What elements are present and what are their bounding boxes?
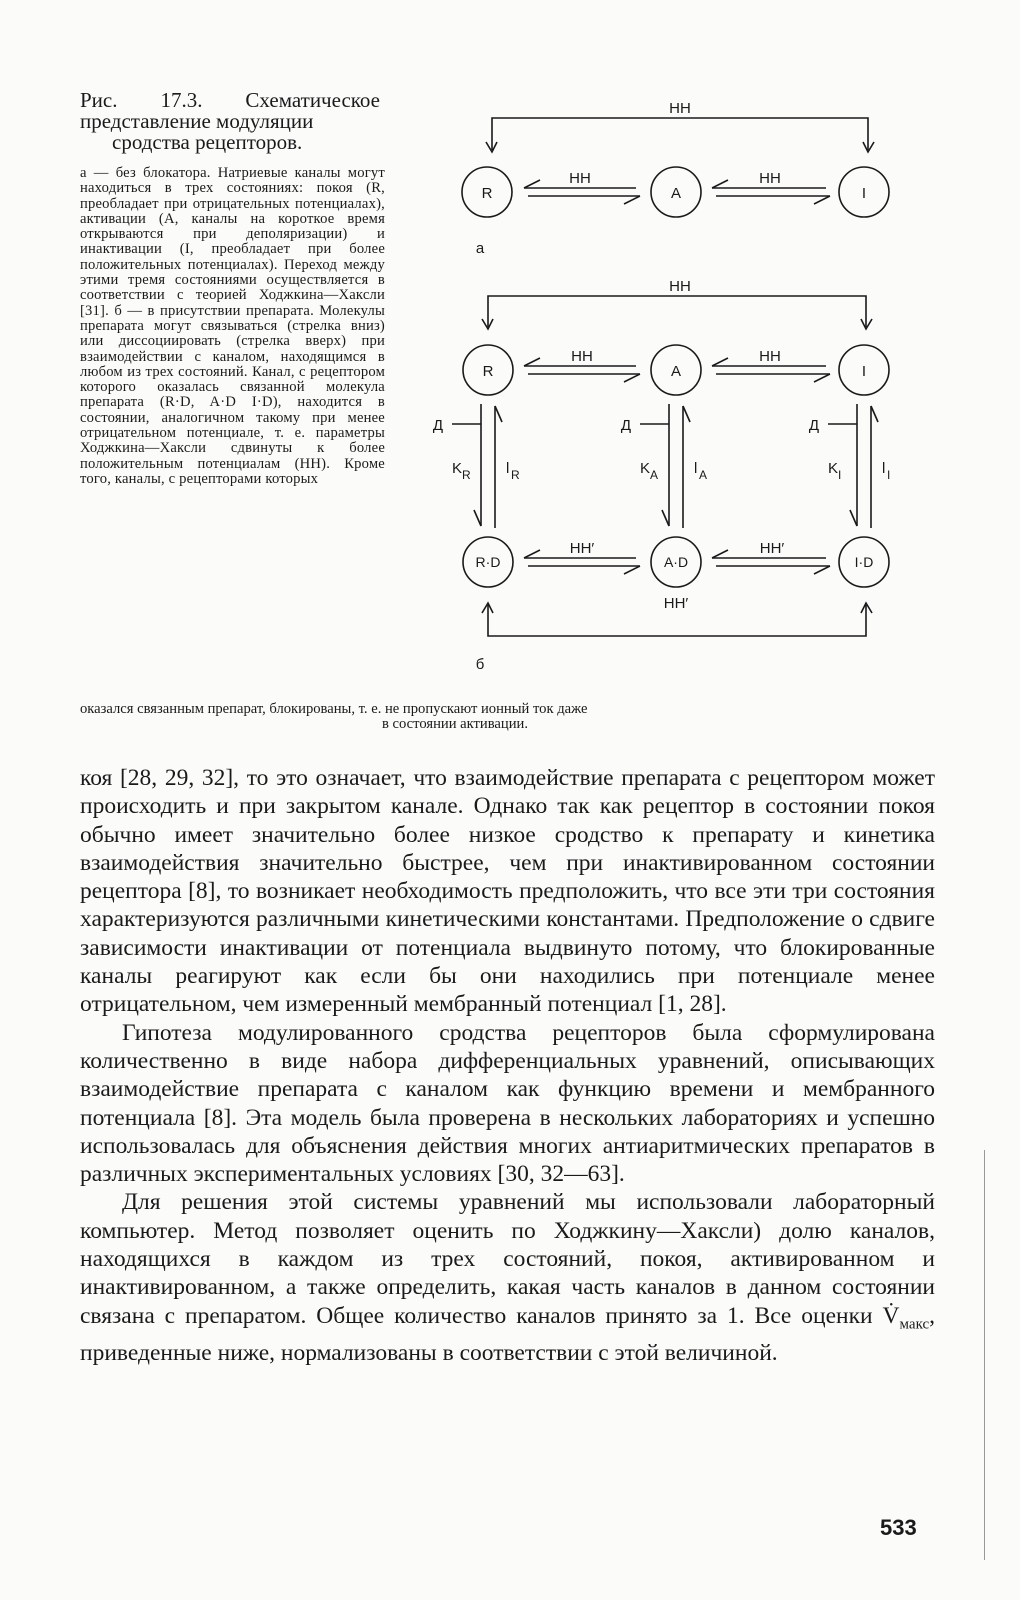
diagram-b-l-sub-A: A [699,468,708,482]
diagram-b-l-sub-I: I [887,468,891,482]
diagram-b-vert-I-down-head [850,510,857,526]
diagram-b-vert-A-down-head [662,510,669,526]
figure-caption-tail [80,702,950,733]
diagram-b-l-label-R: l [506,460,510,477]
diagram-b-arrowhead-RA-right [624,374,640,382]
receptor-state-diagram [0,0,1020,700]
diagram-b-vert-A-up-head [683,406,690,422]
diagram-b-arrowhead-RDAD-right [624,566,640,574]
diagram-a-top-label: НН [669,100,691,117]
caption-title-line1: Рис. 17.3. Схематическое представление модуляции [80,88,380,133]
vmax-subscript: макс [899,1316,930,1333]
diagram-b-arrowhead-RDAD-left [524,550,540,558]
diagram-b-panel-label: б [475,656,485,673]
diagram-b-arrowhead-ADID-right [814,566,830,574]
caption-title-line2: сродства рецепторов. [112,130,303,154]
diagram-b-bottom-label: НН′ [663,595,689,612]
diagram-b-drug-label-I: Д [808,417,820,434]
vmax-symbol: V̇ [882,1302,900,1329]
diagram-b-node-label-R: R [482,363,494,380]
diagram-a-arrowhead-RA-left [524,180,540,188]
diagram-a-edge-label-RA: НН [569,170,591,187]
diagram-b-k-sub-R: R [462,468,471,482]
diagram-b-node-label-ID: I·D [854,554,874,570]
diagram-b-arrowhead-RA-left [524,358,540,366]
diagram-b-l-sub-R: R [511,468,520,482]
page-number: 533 [880,1515,917,1540]
diagram-b-node-label-I: I [861,363,867,380]
diagram-b-edge-label-RA: НН [571,348,593,365]
diagram-b-vert-R-up-head [495,406,502,422]
diagram-b-vert-I-up-head [871,406,878,422]
diagram-b-k-label-R: K [452,460,463,477]
margin-rule [984,1150,985,1560]
diagram-b-k-sub-I: I [838,468,842,482]
diagram-b-l-label-A: l [694,460,698,477]
diagram-a-arrowhead-RA-right [624,196,640,204]
caption-tail-line1: оказался связанным препарат, блокированы, т. е. не пропускают ионный ток даже [80,701,588,717]
paragraph-1: коя [28, 29, 32], то это означает, что взаимодействие препарата с рецептором может происходить и при закрытом канале. Однако так как рецептор в состоянии покоя обычно имеет значительно более низкое сродство к препарату и кинетика взаимодействия значительно быстрее, чем при инактивированном состоянии рецептора [8], то возникает необходимость предположить, что все эти три состояния характеризуются различными кинетическими константами. Предположение о сдвиге зависимости инактивации от потенциала выдвинуто потому, что блокированные каналы реагируют как если бы они находились при потенциале менее отрицательном, чем измеренный мембранный потенциал [1, 28]. [80,765,935,1018]
diagram-b-top-label: НН [669,278,691,295]
paragraph-2: Гипотеза модулированного сродства рецепторов была сформулирована количественно в виде набора дифференциальных уравнений, описывающих взаимодействие препарата с каналом как функцию времени и мембранного потенциала [8]. Эта модель была проверена в нескольких лабораториях и успешно использовалась для объяснения действия многих антиаритмических препаратов в различных экспериментальных условиях [30, 32—63]. [80,1019,935,1188]
diagram-b-k-sub-A: A [650,468,659,482]
diagram-b-node-label-AD: A·D [663,554,689,570]
diagram-b-arrowhead-AI-left [712,358,728,366]
diagram-b-node-label-RD: R·D [475,554,501,570]
diagram-b-arrowhead-AI-right [814,374,830,382]
diagram-b-drug-label-R: Д [432,417,444,434]
diagram-b-vert-R-down-head [474,510,481,526]
caption-tail-line2: в состоянии активации. [382,716,528,733]
diagram-a-node-label-I: I [861,185,867,202]
diagram-b-drug-label-A: Д [620,417,632,434]
diagram-b-k-label-I: K [828,460,839,477]
diagram-b-l-label-I: l [882,460,886,477]
diagram-a-arrowhead-AI-left [712,180,728,188]
paragraph-3-end: , приведенные ниже, нормализованы в соответствии с этой величиной. [80,1302,936,1366]
diagram-b-node-label-A: A [670,363,682,380]
paragraph-3-text: Для решения этой системы уравнений мы использовали лабораторный компьютер. Метод позволяет оценить по Ходжкину—Хаксли) долю каналов, находящихся в каждом из трех состояний, покоя, активированном и инактивированном, а также определить, какая часть каналов в данном состоянии связана с препаратом. Общее количество каналов принято за 1. Все оценки [80,1189,935,1329]
diagram-b-arrowhead-ADID-left [712,550,728,558]
diagram-b-top-bracket [488,296,866,327]
diagram-a-top-bracket [492,118,868,150]
diagram-b-k-label-A: K [640,460,651,477]
diagram-a-edge-label-AI: НН [759,170,781,187]
figure-caption-body: а — без блокатора. Натриевые каналы могут находиться в трех состояниях: покоя (R, преобладает при отрицательных потенциалах), активации (А, каналы на короткое время открываются при деполяризации) и инактивации (I, преобладает при более положительных потенциалах). Переход между этими тремя состояниями осуществляется в соответствии с теорией Ходжкина—Хаксли [31]. б — в присутствии препарата. Молекулы препарата могут связываться (стрелка вниз) или диссоциировать (стрелка вверх) при взаимодействии с каналом, находящимся в любом из трех состояний. Канал, с рецептором которого оказалась связанной молекула препарата (R·D, A·D I·D), находится в состоянии, аналогичном такому при менее отрицательном потенциале, т. е. параметры Ходжкина—Хаксли сдвинуты к более положительным потенциалам (НН). Кроме того, каналы, с рецепторами которых [80,165,385,487]
body-text [80,764,935,1367]
diagram-a-node-label-A: A [670,185,682,202]
diagram-b-edge-label-RDAD: НН′ [569,540,595,557]
diagram-a-arrowhead-AI-right [814,196,830,204]
paragraph-3 [80,1188,935,1366]
diagram-a-node-label-R: R [481,185,493,202]
diagram-b-edge-label-AI: НН [759,348,781,365]
diagram-b-edge-label-ADID: НН′ [759,540,785,557]
diagram-a-panel-label: а [475,240,485,257]
